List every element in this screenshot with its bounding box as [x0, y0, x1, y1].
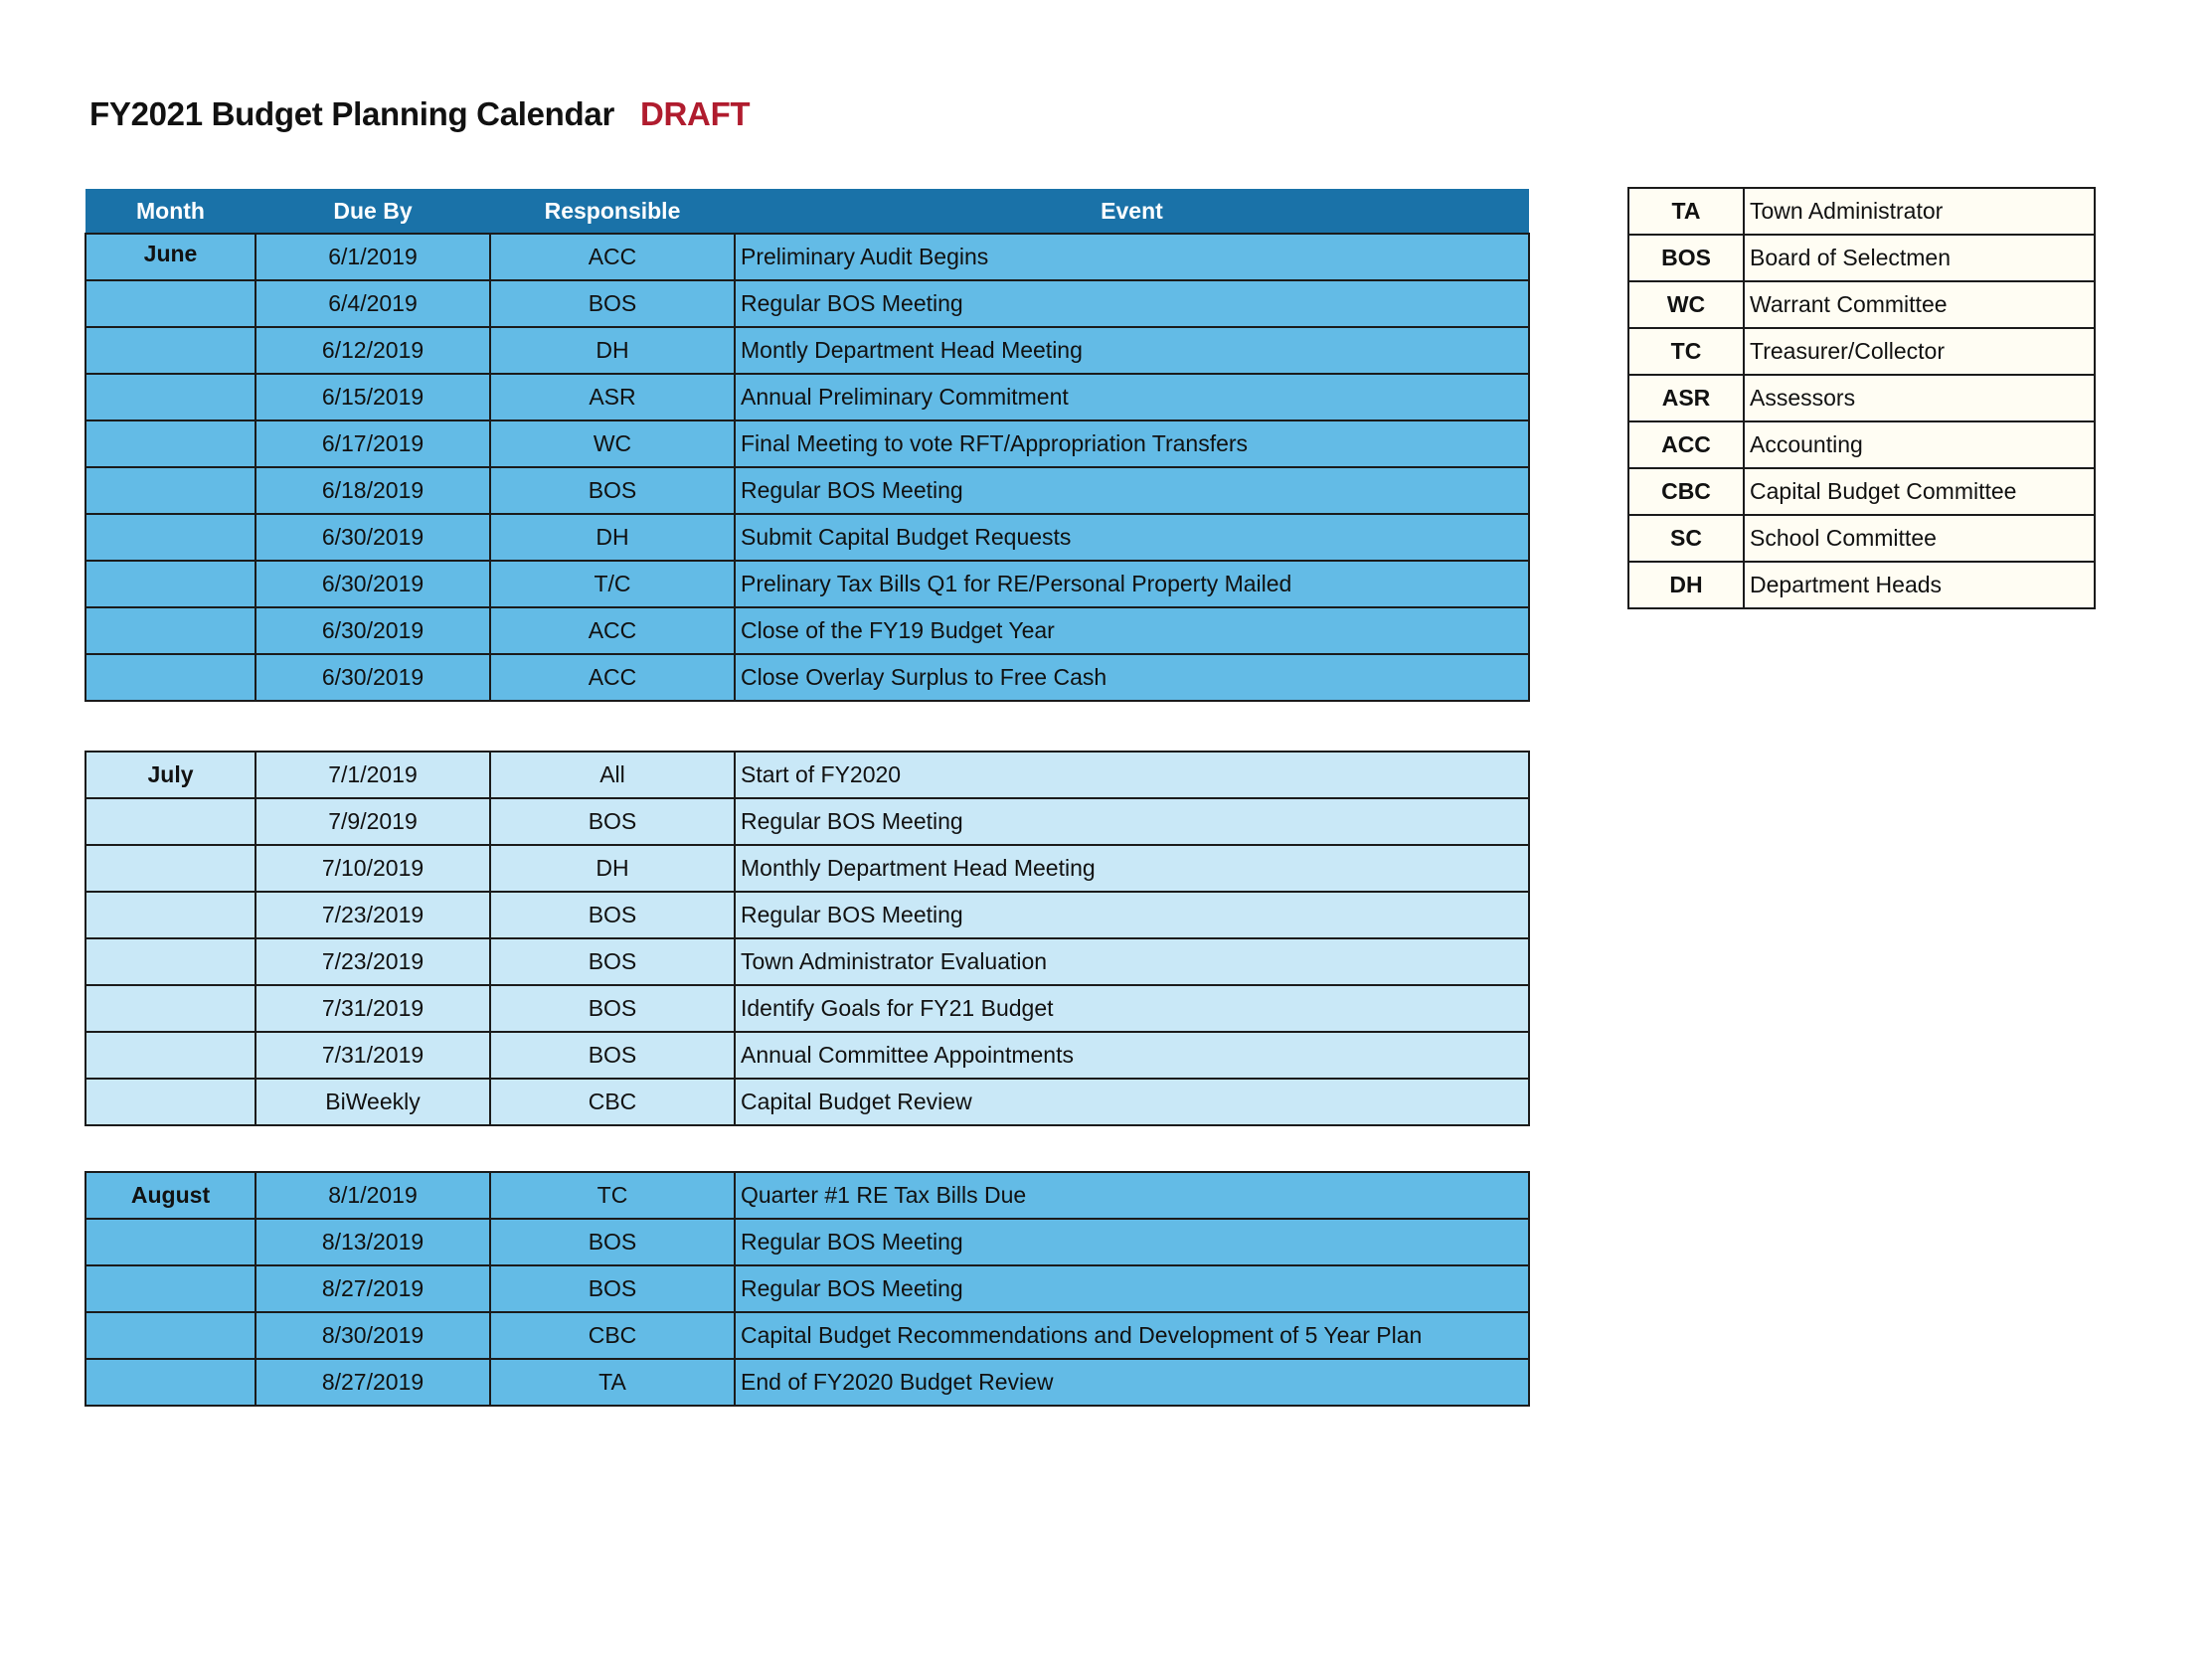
legend-name: Department Heads	[1744, 562, 2095, 608]
responsible-cell: ACC	[490, 234, 735, 280]
responsible-cell: ASR	[490, 374, 735, 420]
due-cell: 7/23/2019	[255, 892, 490, 938]
responsible-cell: BOS	[490, 280, 735, 327]
table-row	[85, 1079, 1529, 1125]
due-cell: 6/4/2019	[255, 280, 490, 327]
month-cell	[85, 607, 255, 654]
event-cell: Final Meeting to vote RFT/Appropriation Transfers	[735, 420, 1529, 467]
responsible-cell: DH	[490, 327, 735, 374]
due-cell: 7/9/2019	[255, 798, 490, 845]
event-cell: Start of FY2020	[735, 752, 1529, 798]
legend-row	[1628, 281, 2095, 328]
legend-name: Assessors	[1744, 375, 2095, 421]
legend-abbr: BOS	[1628, 235, 1744, 281]
event-cell: Close of the FY19 Budget Year	[735, 607, 1529, 654]
event-cell: Identify Goals for FY21 Budget	[735, 985, 1529, 1032]
legend-name: Capital Budget Committee	[1744, 468, 2095, 515]
legend-name: Town Administrator	[1744, 188, 2095, 235]
legend-abbr: ASR	[1628, 375, 1744, 421]
month-cell: June	[85, 234, 255, 280]
event-cell: Capital Budget Review	[735, 1079, 1529, 1125]
event-cell: Montly Department Head Meeting	[735, 327, 1529, 374]
responsible-cell: ACC	[490, 654, 735, 701]
due-cell: 6/30/2019	[255, 561, 490, 607]
abbreviation-legend	[1627, 187, 2096, 609]
due-cell: 6/15/2019	[255, 374, 490, 420]
table-row	[85, 892, 1529, 938]
responsible-cell: BOS	[490, 892, 735, 938]
table-row	[85, 938, 1529, 985]
responsible-cell: BOS	[490, 467, 735, 514]
table-row	[85, 467, 1529, 514]
page-title	[89, 95, 750, 133]
month-cell	[85, 845, 255, 892]
table-row	[85, 1219, 1529, 1265]
event-cell: Town Administrator Evaluation	[735, 938, 1529, 985]
responsible-cell: BOS	[490, 1219, 735, 1265]
event-cell: Preliminary Audit Begins	[735, 234, 1529, 280]
event-cell: End of FY2020 Budget Review	[735, 1359, 1529, 1406]
legend-name: Warrant Committee	[1744, 281, 2095, 328]
due-cell: 6/17/2019	[255, 420, 490, 467]
table-row	[85, 514, 1529, 561]
table-row	[85, 327, 1529, 374]
legend-row	[1628, 515, 2095, 562]
due-cell: 7/31/2019	[255, 1032, 490, 1079]
month-cell	[85, 1265, 255, 1312]
responsible-cell: T/C	[490, 561, 735, 607]
event-cell: Regular BOS Meeting	[735, 1265, 1529, 1312]
month-cell	[85, 327, 255, 374]
responsible-cell: DH	[490, 514, 735, 561]
responsible-cell: BOS	[490, 985, 735, 1032]
due-cell: 6/30/2019	[255, 654, 490, 701]
header-event: Event	[735, 189, 1529, 234]
month-cell	[85, 798, 255, 845]
legend-row	[1628, 235, 2095, 281]
event-cell: Prelinary Tax Bills Q1 for RE/Personal Property Mailed	[735, 561, 1529, 607]
june-schedule-table	[85, 189, 1530, 702]
month-cell	[85, 1032, 255, 1079]
due-cell: 7/23/2019	[255, 938, 490, 985]
month-cell	[85, 467, 255, 514]
month-cell	[85, 374, 255, 420]
table-row	[85, 798, 1529, 845]
due-cell: 7/31/2019	[255, 985, 490, 1032]
legend-abbr: CBC	[1628, 468, 1744, 515]
responsible-cell: TA	[490, 1359, 735, 1406]
responsible-cell: CBC	[490, 1079, 735, 1125]
due-cell: 8/27/2019	[255, 1359, 490, 1406]
legend-row	[1628, 328, 2095, 375]
due-cell: 6/30/2019	[255, 607, 490, 654]
table-row	[85, 1172, 1529, 1219]
due-cell: 6/30/2019	[255, 514, 490, 561]
responsible-cell: BOS	[490, 798, 735, 845]
due-cell: 8/27/2019	[255, 1265, 490, 1312]
event-cell: Quarter #1 RE Tax Bills Due	[735, 1172, 1529, 1219]
month-cell	[85, 654, 255, 701]
legend-name: Treasurer/Collector	[1744, 328, 2095, 375]
responsible-cell: BOS	[490, 1032, 735, 1079]
month-cell	[85, 280, 255, 327]
table-row	[85, 845, 1529, 892]
due-cell: 8/1/2019	[255, 1172, 490, 1219]
responsible-cell: WC	[490, 420, 735, 467]
table-row	[85, 752, 1529, 798]
event-cell: Submit Capital Budget Requests	[735, 514, 1529, 561]
legend-abbr: TC	[1628, 328, 1744, 375]
legend-row	[1628, 375, 2095, 421]
due-cell: 6/12/2019	[255, 327, 490, 374]
legend-row	[1628, 562, 2095, 608]
responsible-cell: ACC	[490, 607, 735, 654]
month-cell: August	[85, 1172, 255, 1219]
due-cell: 7/1/2019	[255, 752, 490, 798]
event-cell: Regular BOS Meeting	[735, 467, 1529, 514]
event-cell: Annual Committee Appointments	[735, 1032, 1529, 1079]
responsible-cell: DH	[490, 845, 735, 892]
due-cell: 6/18/2019	[255, 467, 490, 514]
legend-row	[1628, 421, 2095, 468]
responsible-cell: TC	[490, 1172, 735, 1219]
due-cell: BiWeekly	[255, 1079, 490, 1125]
table-row	[85, 280, 1529, 327]
legend-name: School Committee	[1744, 515, 2095, 562]
legend-row	[1628, 468, 2095, 515]
table-row	[85, 607, 1529, 654]
table-row	[85, 1265, 1529, 1312]
month-cell	[85, 985, 255, 1032]
table-row	[85, 1312, 1529, 1359]
event-cell: Regular BOS Meeting	[735, 280, 1529, 327]
month-cell	[85, 514, 255, 561]
month-cell	[85, 1079, 255, 1125]
due-cell: 8/30/2019	[255, 1312, 490, 1359]
table-row	[85, 561, 1529, 607]
table-row	[85, 420, 1529, 467]
month-cell	[85, 1312, 255, 1359]
month-cell	[85, 420, 255, 467]
responsible-cell: BOS	[490, 938, 735, 985]
event-cell: Regular BOS Meeting	[735, 892, 1529, 938]
event-cell: Regular BOS Meeting	[735, 798, 1529, 845]
event-cell: Capital Budget Recommendations and Development of 5 Year Plan	[735, 1312, 1529, 1359]
header-responsible: Responsible	[490, 189, 735, 234]
month-cell	[85, 938, 255, 985]
august-schedule-table	[85, 1171, 1530, 1407]
header-due-by: Due By	[255, 189, 490, 234]
table-row	[85, 1359, 1529, 1406]
table-row	[85, 654, 1529, 701]
month-cell	[85, 892, 255, 938]
legend-abbr: WC	[1628, 281, 1744, 328]
month-cell	[85, 1359, 255, 1406]
due-cell: 8/13/2019	[255, 1219, 490, 1265]
legend-abbr: DH	[1628, 562, 1744, 608]
month-cell	[85, 1219, 255, 1265]
legend-name: Accounting	[1744, 421, 2095, 468]
responsible-cell: CBC	[490, 1312, 735, 1359]
july-schedule-table	[85, 751, 1530, 1126]
header-month: Month	[85, 189, 255, 234]
legend-name: Board of Selectmen	[1744, 235, 2095, 281]
table-row	[85, 234, 1529, 280]
draft-label: DRAFT	[639, 95, 751, 132]
event-cell: Regular BOS Meeting	[735, 1219, 1529, 1265]
legend-abbr: SC	[1628, 515, 1744, 562]
table-row	[85, 374, 1529, 420]
title-text: FY2021 Budget Planning Calendar	[89, 95, 614, 132]
due-cell: 7/10/2019	[255, 845, 490, 892]
table-header-row	[85, 189, 1529, 234]
event-cell: Monthly Department Head Meeting	[735, 845, 1529, 892]
month-cell: July	[85, 752, 255, 798]
month-cell	[85, 561, 255, 607]
table-row	[85, 1032, 1529, 1079]
legend-abbr: TA	[1628, 188, 1744, 235]
event-cell: Annual Preliminary Commitment	[735, 374, 1529, 420]
event-cell: Close Overlay Surplus to Free Cash	[735, 654, 1529, 701]
due-cell: 6/1/2019	[255, 234, 490, 280]
responsible-cell: BOS	[490, 1265, 735, 1312]
table-row	[85, 985, 1529, 1032]
legend-row	[1628, 188, 2095, 235]
responsible-cell: All	[490, 752, 735, 798]
legend-abbr: ACC	[1628, 421, 1744, 468]
